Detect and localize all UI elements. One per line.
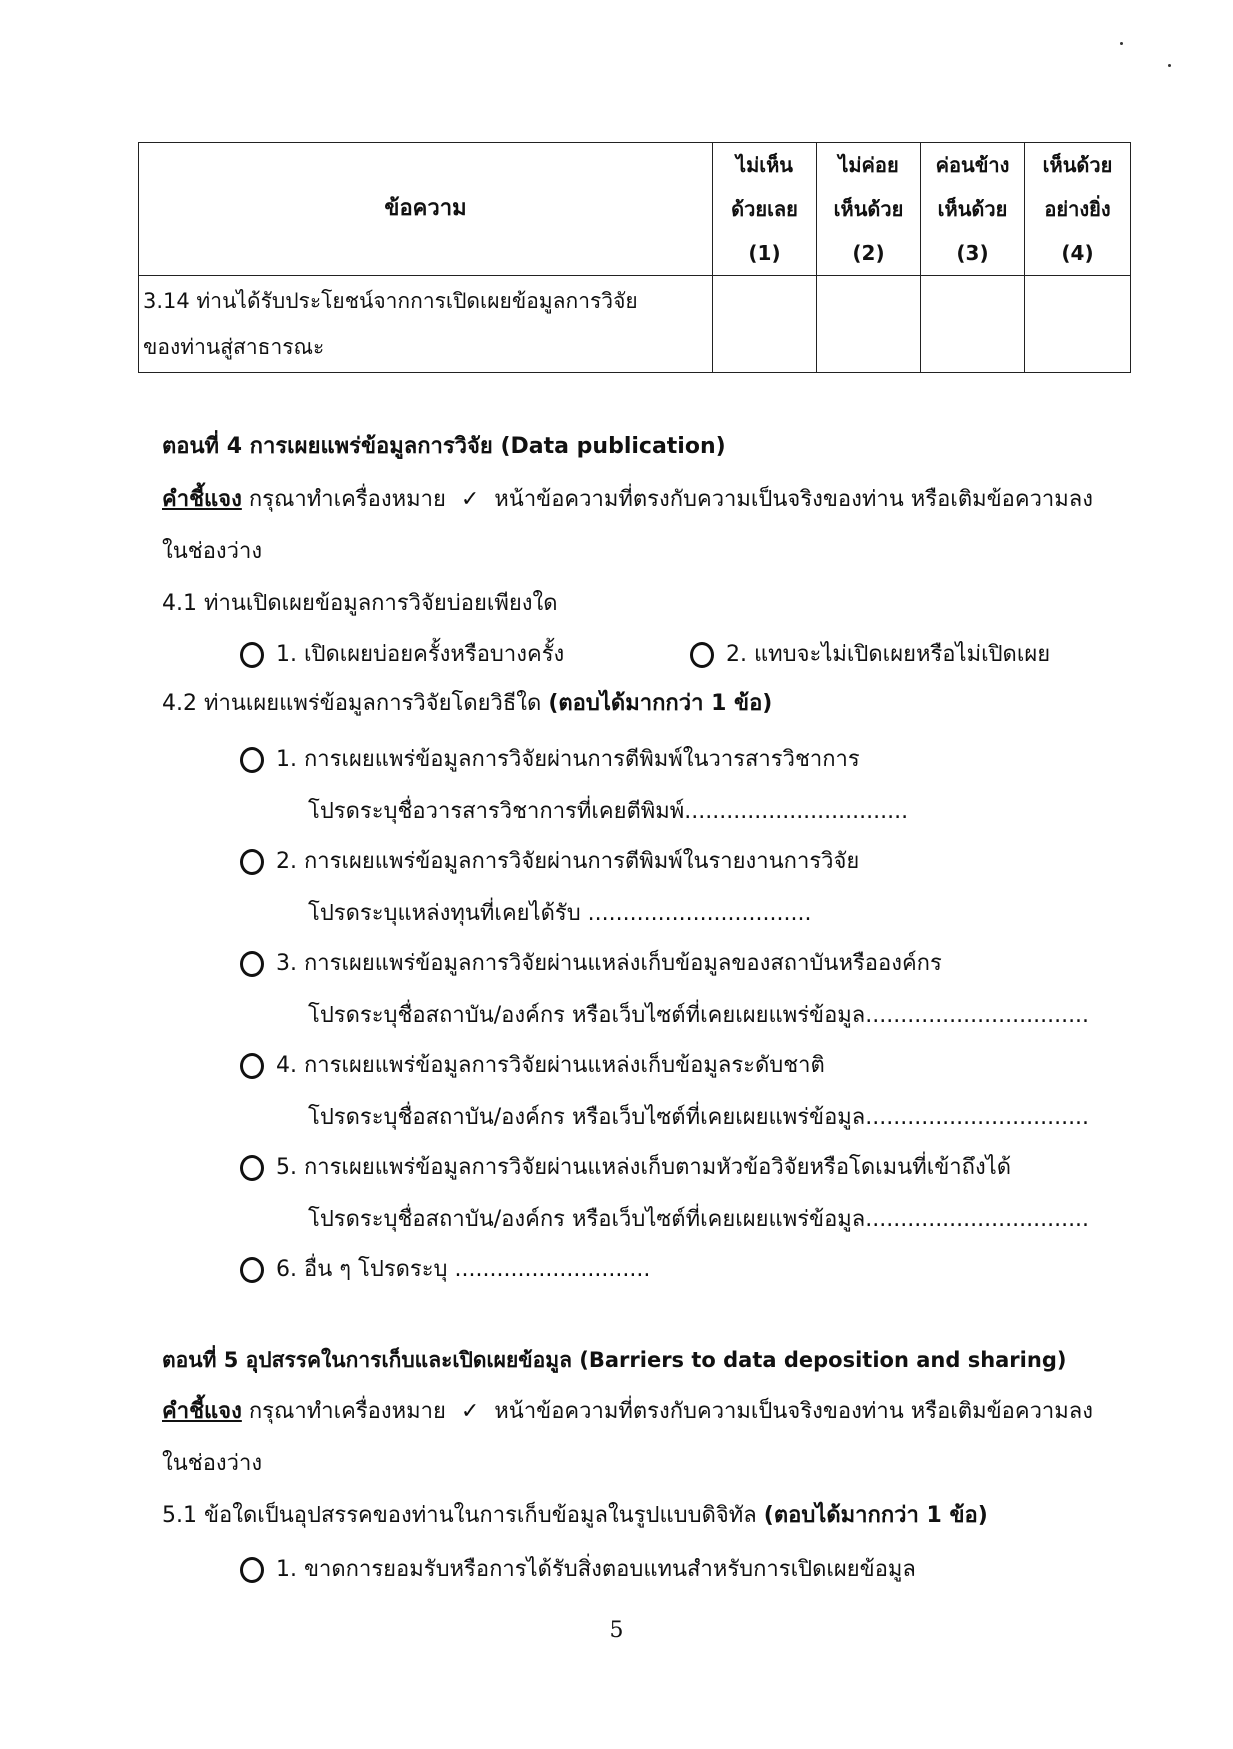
part5-instruction-after: หน้าข้อความที่ตรงกับความเป็นจริงของท่าน หรือเติมข้อความลง [494,1399,1094,1424]
q4-2-option-2-fill[interactable]: โปรดระบุแหล่งทุนที่เคยได้รับ ................................ [308,901,812,926]
radio-circle-icon[interactable] [240,849,264,875]
q4-2-option-3-fill[interactable]: โปรดระบุชื่อสถาบัน/องค์กร หรือเว็บไซต์ที่เคยเผยแพร่ข้อมูล................................ [308,1003,1090,1028]
q4-2-option-4-label: 4. การเผยแพร่ข้อมูลการวิจัยผ่านแหล่งเก็บข้อมูลระดับชาติ [276,1053,825,1078]
part5-instruction-cont: ในช่องว่าง [162,1451,263,1476]
header-col-3-line3: (3) [956,241,989,265]
radio-circle-icon[interactable] [240,951,264,977]
scan-speck [1120,42,1123,45]
question-5-1-text: 5.1 ข้อใดเป็นอุปสรรคของท่านในการเก็บข้อมูลในรูปแบบดิจิทัล [162,1503,757,1528]
row-statement-line1: 3.14 ท่านได้รับประโยชน์จากการเปิดเผยข้อมูลการวิจัย [143,289,638,313]
part5-instruction-before: กรุณาทำเครื่องหมาย [248,1399,446,1424]
radio-circle-icon[interactable] [240,1557,264,1583]
part4-instruction-label: คำชี้แจง [162,487,242,512]
header-col-4-line1: เห็นด้วย [1042,153,1113,177]
part4-title: ตอนที่ 4 การเผยแพร่ข้อมูลการวิจัย (Data publication) [162,434,726,459]
header-col-3-line1: ค่อนข้าง [935,153,1010,177]
radio-circle-icon[interactable] [240,1257,264,1283]
q5-1-option-1[interactable] [240,1555,916,1585]
q4-2-option-5-label: 5. การเผยแพร่ข้อมูลการวิจัยผ่านแหล่งเก็บตามหัวข้อวิจัยหรือโดเมนที่เข้าถึงได้ [276,1155,1012,1180]
header-col-3 [921,143,1025,276]
radio-circle-icon[interactable] [690,642,714,668]
radio-circle-icon[interactable] [240,747,264,773]
q4-2-option-3-label: 3. การเผยแพร่ข้อมูลการวิจัยผ่านแหล่งเก็บข้อมูลของสถาบันหรือองค์กร [276,951,942,976]
rating-cell-4[interactable] [1025,276,1131,373]
q4-2-option-5-fill[interactable]: โปรดระบุชื่อสถาบัน/องค์กร หรือเว็บไซต์ที่เคยเผยแพร่ข้อมูล................................ [308,1207,1090,1232]
header-col-4-line3: (4) [1061,241,1094,265]
row-statement [139,276,713,373]
question-4-2-note: (ตอบได้มากกว่า 1 ข้อ) [548,691,773,716]
radio-circle-icon[interactable] [240,1053,264,1079]
header-col-2-line1: ไม่ค่อย [838,153,899,177]
q5-1-option-1-label: 1. ขาดการยอมรับหรือการได้รับสิ่งตอบแทนสำหรับการเปิดเผยข้อมูล [276,1557,916,1582]
part4-instruction-cont: ในช่องว่าง [162,539,263,564]
part5-instruction [162,1397,1093,1427]
header-col-1 [713,143,817,276]
part4-instruction-before: กรุณาทำเครื่องหมาย [248,487,446,512]
question-4-1: 4.1 ท่านเปิดเผยข้อมูลการวิจัยบ่อยเพียงใด [162,591,558,616]
q4-2-option-1-label: 1. การเผยแพร่ข้อมูลการวิจัยผ่านการตีพิมพ์ในวารสารวิชาการ [276,747,860,772]
q4-2-option-1[interactable] [240,745,860,775]
question-5-1 [162,1501,988,1531]
rating-cell-2[interactable] [817,276,921,373]
q4-1-option-2-label: 2. แทบจะไม่เปิดเผยหรือไม่เปิดเผย [726,642,1051,667]
header-statement: ข้อความ [139,143,713,276]
header-col-2-line3: (2) [852,241,885,265]
page-number: 5 [609,1618,624,1643]
q4-2-option-6-label: 6. อื่น ๆ โปรดระบุ ............................ [276,1257,651,1282]
part4-instruction [162,485,1093,515]
part5-instruction-label: คำชี้แจง [162,1399,242,1424]
q4-1-option-1[interactable] [240,640,564,670]
table-row [139,276,1131,373]
q4-2-option-2[interactable] [240,847,859,877]
header-col-1-line3: (1) [748,241,781,265]
check-mark-icon: ✓ [460,1399,480,1424]
q4-1-option-1-label: 1. เปิดเผยบ่อยครั้งหรือบางครั้ง [276,642,565,667]
q4-2-option-4[interactable] [240,1051,825,1081]
q4-2-option-2-label: 2. การเผยแพร่ข้อมูลการวิจัยผ่านการตีพิมพ์ในรายงานการวิจัย [276,849,860,874]
rating-cell-3[interactable] [921,276,1025,373]
header-col-3-line2: เห็นด้วย [937,197,1008,221]
scan-speck [1168,64,1171,67]
header-col-1-line2: ด้วยเลย [731,197,798,221]
header-col-2 [817,143,921,276]
q4-1-option-2[interactable] [690,640,1050,670]
header-col-4-line2: อย่างยิ่ง [1044,197,1111,221]
part4-instruction-after: หน้าข้อความที่ตรงกับความเป็นจริงของท่าน หรือเติมข้อความลง [494,487,1094,512]
radio-circle-icon[interactable] [240,1155,264,1181]
question-4-2 [162,689,772,719]
header-col-2-line2: เห็นด้วย [833,197,904,221]
q4-2-option-4-fill[interactable]: โปรดระบุชื่อสถาบัน/องค์กร หรือเว็บไซต์ที่เคยเผยแพร่ข้อมูล................................ [308,1105,1090,1130]
rating-cell-1[interactable] [713,276,817,373]
q4-2-option-3[interactable] [240,949,942,979]
row-statement-line2: ของท่านสู่สาธารณะ [143,335,325,359]
check-mark-icon: ✓ [460,487,480,512]
rating-table [138,142,1131,373]
question-4-2-text: 4.2 ท่านเผยแพร่ข้อมูลการวิจัยโดยวิธีใด [162,691,542,716]
header-col-4 [1025,143,1131,276]
table-header-row [139,143,1131,276]
q4-2-option-5[interactable] [240,1153,1011,1183]
part5-title: ตอนที่ 5 อุปสรรคในการเก็บและเปิดเผยข้อมูล (Barriers to data deposition and sharing) [162,1348,1067,1372]
header-col-1-line1: ไม่เห็น [736,153,793,177]
q4-2-option-1-fill[interactable]: โปรดระบุชื่อวารสารวิชาการที่เคยตีพิมพ์................................ [308,799,909,824]
question-5-1-note: (ตอบได้มากกว่า 1 ข้อ) [763,1503,988,1528]
q4-2-option-6[interactable] [240,1255,650,1285]
radio-circle-icon[interactable] [240,642,264,668]
